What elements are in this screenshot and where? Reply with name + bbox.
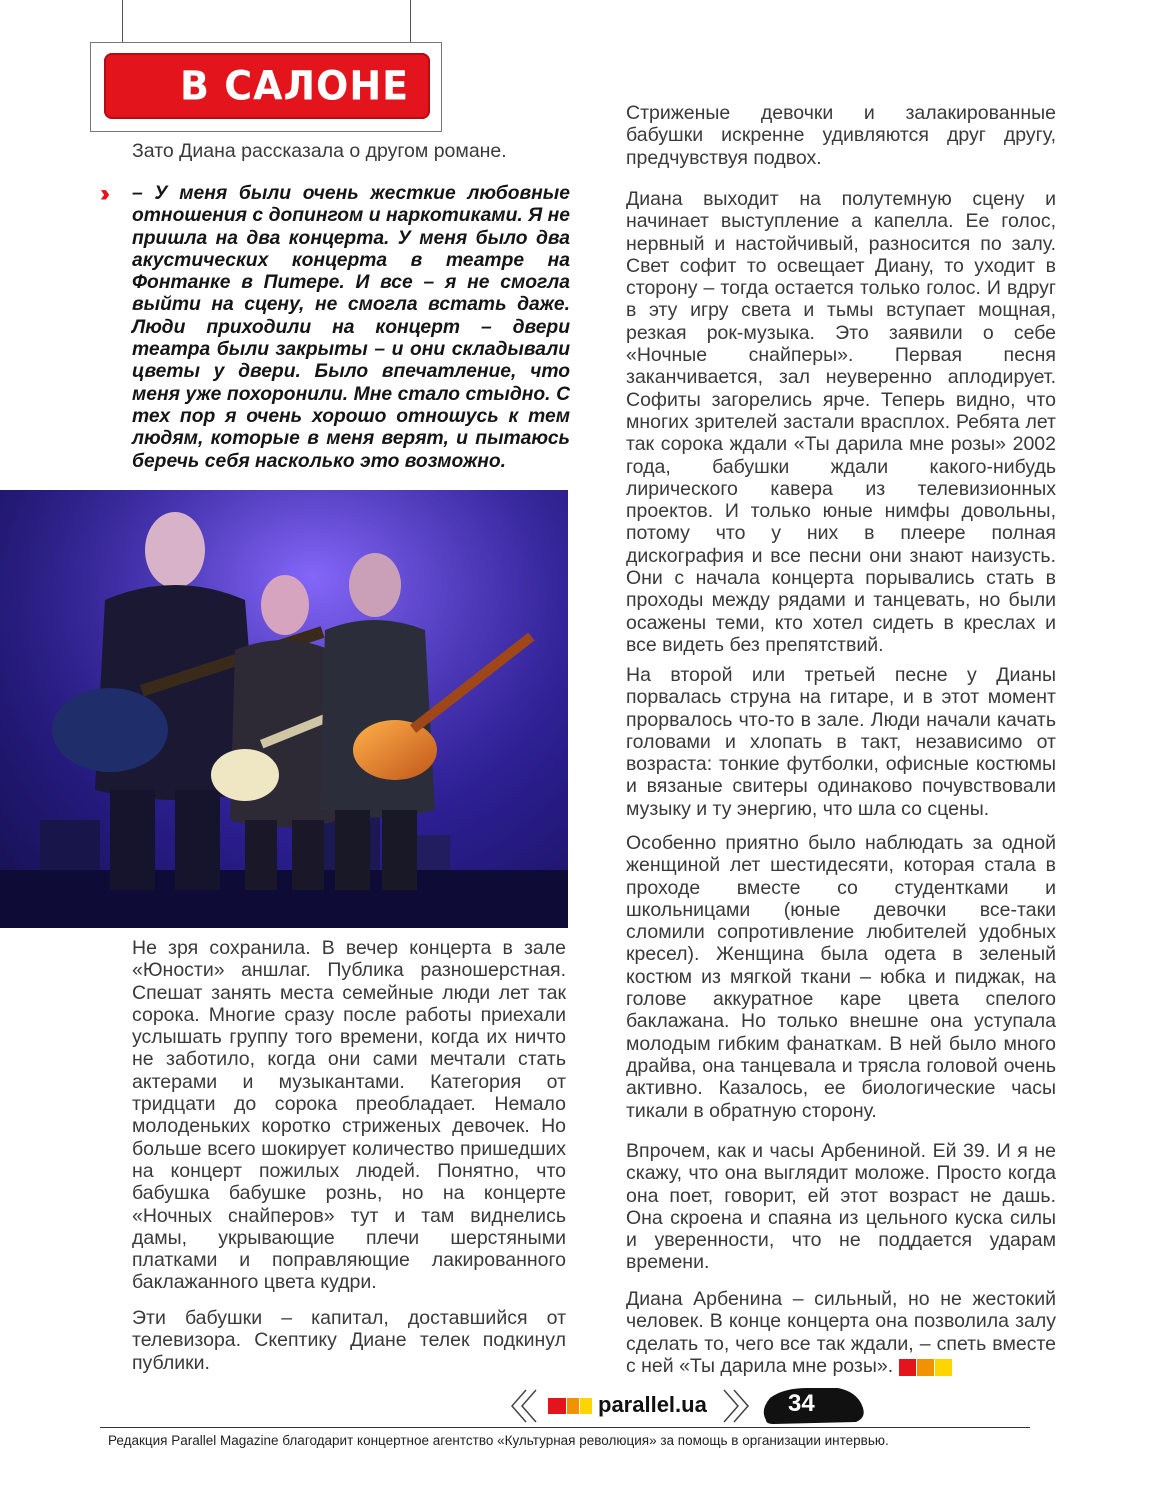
right-paragraph-1: Стриженые девочки и залакированные бабушки искренне удивляются друг другу, предчувствуя подвох. (626, 102, 1056, 169)
section-banner (104, 53, 430, 119)
end-mark-icon (899, 1356, 953, 1378)
quote-text: – У меня были очень жесткие любовные отношения с допингом и наркотиками. Я не пришла на два концерта. У меня было два акустических концерта в театре на Фонтанке в Питере. И все – я не смогла выйти на сцену, не смогла встать даже. Люди приходили на концерт – двери театра были закрыты – и они складывали цветы у двери. Было впечатление, что меня уже похоронили. Мне стало стыдно. С тех пор я очень хорошо отношусь к тем людям, которые в меня верят, и пытаюсь беречь себя насколько это возможно. (132, 183, 570, 472)
left-paragraph-1: Не зря сохранила. В вечер концерта в зале «Юности» аншлаг. Публика разношерстная. Спешат занять места семейные люди лет так сорока. Многие сразу после работы приехали услышать группу того времени, когда их ничто не заботило, когда они сами мечтали стать актерами и музыкантами. Категория от тридцати до сорока преобладает. Немало молоденьких коротко стриженых девочек. Но больше всего шокирует количество пришедших на концерт пожилых людей. Понятно, что бабушка бабушке рознь, но на концерте «Ночных снайперов» тут и там виднелись дамы, укрывающие плечи шерстяными платками и поправляющие лакированного баклажанного цвета кудри. (132, 937, 566, 1294)
section-header (90, 42, 442, 132)
section-title: В САЛОНЕ (180, 62, 410, 110)
site-link[interactable]: parallel.ua (598, 1392, 707, 1417)
right-paragraph-2: Диана выходит на полутемную сцену и начинает выступление а капелла. Ее голос, нервный и настойчивый, разносится по залу. Свет софит то освещает Диану, то уходит в сторону – тогда остается только голос. И вдруг в эту игру света и тьмы вступает мощная, резкая рок-музыка. Это заявили о себе «Ночные снайперы». Первая песня заканчивается, зал неуверенно аплодирует. Софиты загорелись ярче. Теперь видно, что многих зрителей застали врасплох. Ребята лет так сорока ждали «Ты дарила мне розы» 2002 года, бабушки ждали какого-нибудь лирического кавера из телевизионных проектов. И только юные нимфы довольны, потому что у них в плеере полная дискография и все песни они знают наизусть. Они с начала концерта порывались стать в проходы между рядами и танцевать, но были осажены теми, кто хотел сидеть в креслах и все видеть без препятствий. (626, 188, 1056, 656)
quote-block (100, 180, 570, 473)
right-paragraph-6 (626, 1288, 1056, 1378)
footer-credit: Редакция Parallel Magazine благодарит концертное агентство «Культурная революция» за помощь в организации интервью. (108, 1433, 889, 1448)
footer-divider (100, 1427, 1030, 1428)
concert-photo (0, 490, 568, 928)
right-paragraph-4: Особенно приятно было наблюдать за одной женщиной лет шестидесяти, которая стала в проходе вместе со студентками и школьницами (юные девочки все-таки сломили сопротивление любителей удобных кресел). Женщина была одета в зеленый костюм из мягкой ткани – юбка и пиджак, на голове аккуратное каре цвета спелого баклажана. Но только внешне она уступала молодым гибким фанаткам. В ней было много драйва, она танцевала и трясла головой очень активно. Казалось, ее биологические часы тикали в обратную сторону. (626, 832, 1056, 1122)
double-chevron-icon: ›› (100, 180, 104, 207)
header-hanger-left (122, 0, 123, 44)
prev-chevron-icon (512, 1390, 526, 1422)
next-chevron-icon (724, 1390, 738, 1422)
right-paragraph-6-text: Диана Арбенина – сильный, но не жестокий человек. В конце концерта она позволила залу сделать то, чего все так ждали, – спеть вместе с ней «Ты дарила мне розы». (626, 1288, 1056, 1377)
right-paragraph-5: Впрочем, как и часы Арбениной. Ей 39. И я не скажу, что она выглядит моложе. Просто когда она поет, говорит, ей этот возраст не дашь. Она скроена и спаяна из цельного куска силы и уверенности, что не поддается ударам времени. (626, 1140, 1056, 1274)
page-number: 34 (788, 1390, 815, 1417)
left-paragraph-2: Эти бабушки – капитал, доставшийся от телевизора. Скептику Диане телек подкинул публики. (132, 1307, 566, 1374)
header-hanger-right (410, 0, 411, 44)
right-paragraph-3: На второй или третьей песне у Дианы порвалась струна на гитаре, и в этот момент прорвалось что-то в зале. Люди начали качать головами и хлопать в такт, независимо от возраста: тонкие футболки, офисные костюмы и вязаные свитеры одинаково почувствовали музыку и ту энергию, что шла со сцены. (626, 664, 1056, 820)
intro-line: Зато Диана рассказала о другом романе. (132, 140, 507, 162)
page-navigator (508, 1386, 868, 1426)
